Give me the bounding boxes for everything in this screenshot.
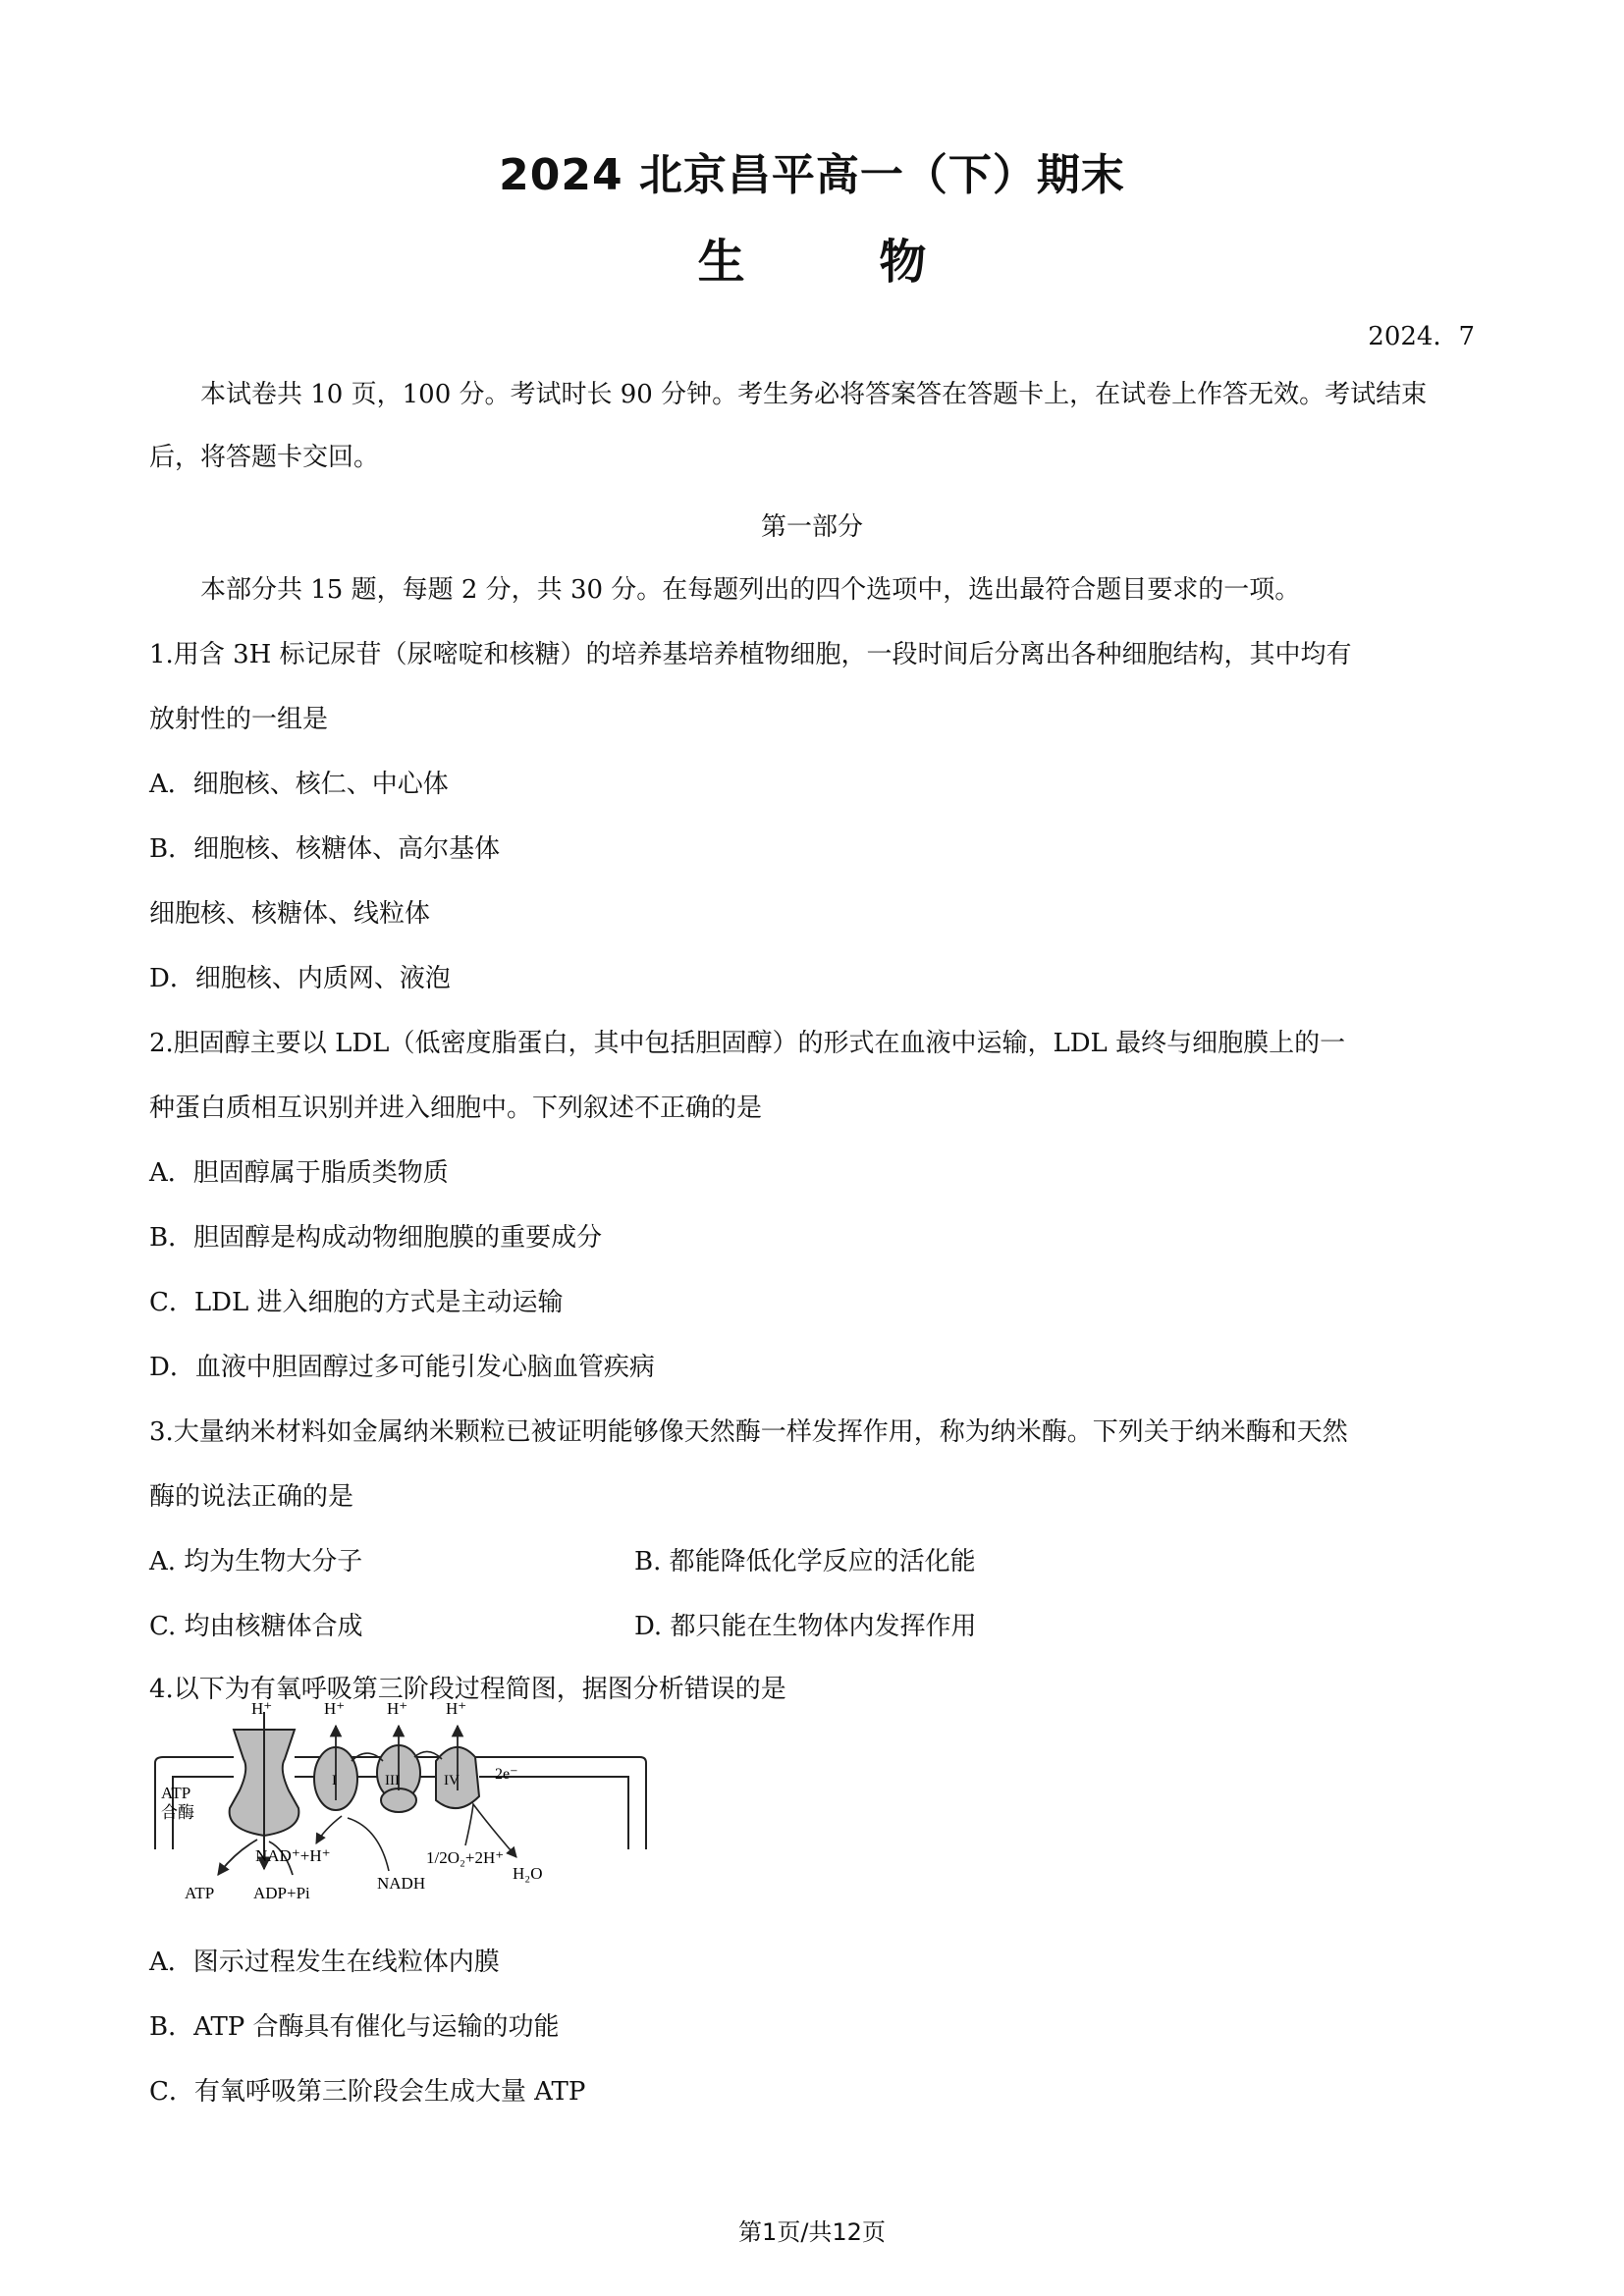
exam-instructions: 本试卷共 10 页，100 分。考试时长 90 分钟。考生务必将答案答在答题卡上，在试卷上作答无效。考试结束后，将答题卡交回。 — [149, 380, 1428, 472]
q4-option-a: A．图示过程发生在线粒体内膜 — [149, 1948, 500, 1977]
q2-option-b: B．胆固醇是构成动物细胞膜的重要成分 — [149, 1223, 603, 1253]
nadh-input-line — [348, 1818, 389, 1871]
q1-option-b: B．细胞核、核糖体、高尔基体 — [149, 834, 501, 864]
h-plus-label-4: H⁺ — [446, 1702, 467, 1718]
atp-label: ATP — [185, 1884, 215, 1902]
nad-label: NAD⁺+H⁺ — [255, 1846, 331, 1865]
q3-option-a: A. 均为生物大分子 — [149, 1547, 363, 1576]
q3-option-c: C. 均由核糖体合成 — [149, 1612, 363, 1641]
q2-option-d: D．血液中胆固醇过多可能引发心脑血管疾病 — [149, 1353, 655, 1382]
nad-output-arrow — [316, 1816, 342, 1843]
complex-iii-lower — [381, 1789, 416, 1812]
oxygen-label: 1/2O₂+2H⁺ — [426, 1848, 505, 1867]
water-label: H₂O — [513, 1864, 543, 1883]
electron-label: 2e⁻ — [495, 1766, 518, 1783]
nadh-label: NADH — [377, 1874, 426, 1893]
q1-stem-line1: 1.用含 3H 标记尿苷（尿嘧啶和核糖）的培养基培养植物细胞，一段时间后分离出各种细胞结构，其中均有 — [149, 640, 1352, 669]
h-plus-label-2: H⁺ — [324, 1702, 346, 1718]
q2-option-c: C．LDL 进入细胞的方式是主动运输 — [149, 1288, 564, 1317]
part-one-title: 第一部分 — [760, 512, 863, 542]
q2-stem-line1: 2.胆固醇主要以 LDL（低密度脂蛋白，其中包括胆固醇）的形式在血液中运输，LDL 最终与细胞膜上的一 — [149, 1029, 1346, 1058]
respiration-diagram — [149, 1702, 650, 1928]
q1-option-d: D．细胞核、内质网、液泡 — [149, 964, 451, 993]
exam-date: 2024．7 — [1368, 322, 1475, 351]
q1-stem-line2: 放射性的一组是 — [149, 705, 329, 734]
complex-iii-label: III — [385, 1773, 400, 1789]
h-plus-label-1: H⁺ — [251, 1702, 273, 1718]
adp-label: ADP+Pi — [253, 1884, 310, 1902]
q3-stem-line2: 酶的说法正确的是 — [149, 1482, 354, 1512]
q4-option-b: B．ATP 合酶具有催化与运输的功能 — [149, 2012, 560, 2042]
atp-formation-arrow — [218, 1840, 257, 1875]
q3-stem-line1: 3.大量纳米材料如金属纳米颗粒已被证明能够像天然酶一样发挥作用，称为纳米酶。下列关于纳米酶和天然 — [149, 1417, 1348, 1447]
q3-option-b: B. 都能降低化学反应的活化能 — [634, 1547, 976, 1576]
page-footer: 第1页/共12页 — [738, 2218, 886, 2246]
subject-title: 生 物 — [697, 235, 986, 290]
complex-iv-label: IV — [444, 1773, 460, 1789]
q2-option-a: A．胆固醇属于脂质类物质 — [149, 1158, 449, 1188]
q4-stem: 4.以下为有氧呼吸第三阶段过程简图，据图分析错误的是 — [149, 1675, 786, 1704]
page-title: 2024 北京昌平高一（下）期末 — [499, 150, 1125, 200]
atp-synthase-label-1: ATP — [161, 1784, 191, 1802]
h-plus-label-3: H⁺ — [387, 1702, 408, 1718]
q4-option-c: C．有氧呼吸第三阶段会生成大量 ATP — [149, 2077, 586, 2107]
q1-option-c: 细胞核、核糖体、线粒体 — [149, 899, 431, 929]
q2-stem-line2: 种蛋白质相互识别并进入细胞中。下列叙述不正确的是 — [149, 1094, 763, 1123]
atp-synthase-label-2: 合酶 — [161, 1803, 194, 1822]
part-one-intro: 本部分共 15 题，每题 2 分，共 30 分。在每题列出的四个选项中，选出最符合题目要求的一项。 — [200, 575, 1301, 605]
complex-i-label: I — [332, 1773, 337, 1789]
q1-option-a: A．细胞核、核仁、中心体 — [149, 770, 449, 799]
q3-option-d: D. 都只能在生物体内发挥作用 — [634, 1612, 977, 1641]
